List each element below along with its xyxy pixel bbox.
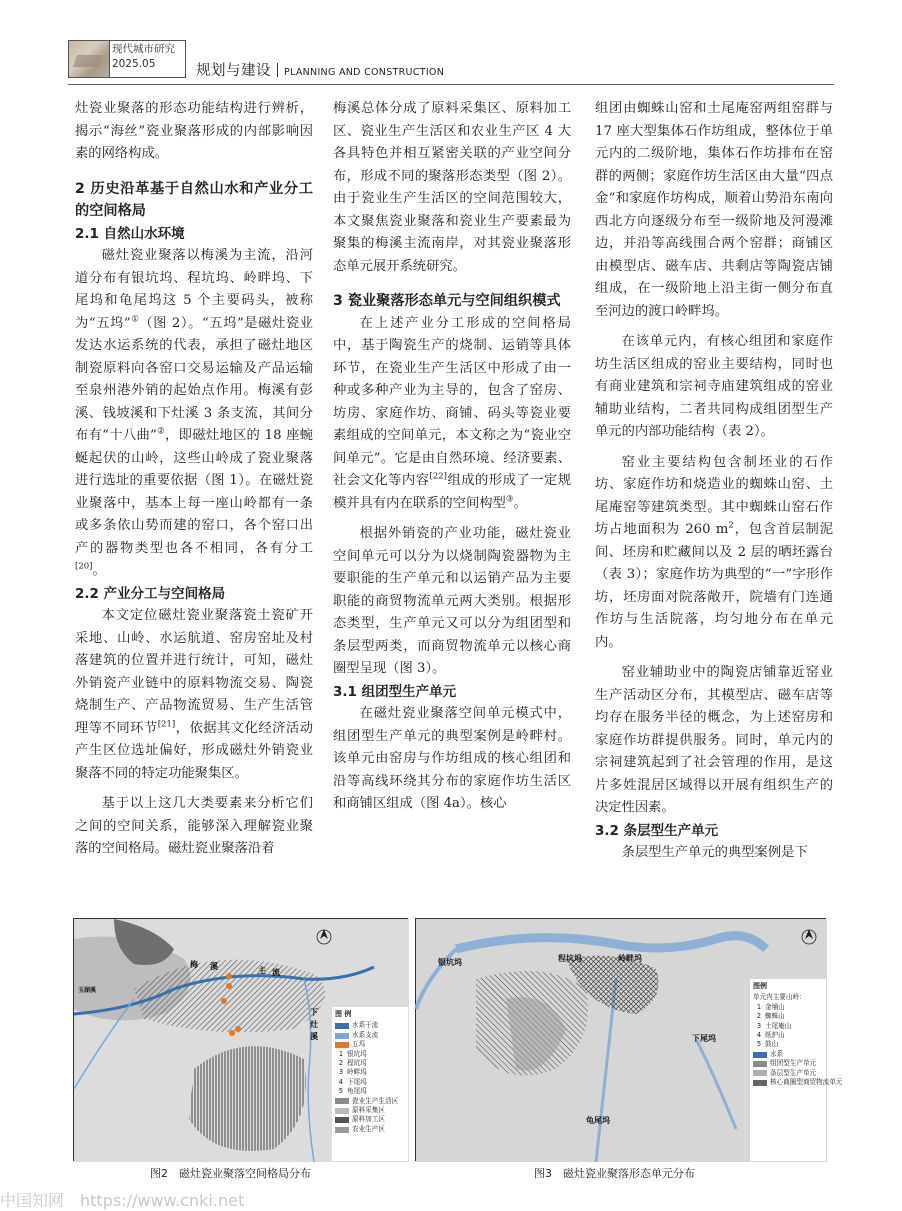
legend-number: 5: [338, 1087, 344, 1096]
legend-title: 图例: [753, 982, 767, 990]
legend-swatch-icon: [753, 1080, 767, 1086]
heading-3-1: 3.1 组团型生产单元: [333, 683, 457, 700]
legend-swatch-icon: [335, 1098, 349, 1104]
legend-item: [335, 1021, 405, 1030]
text-run: 本文定位磁灶瓷业聚落瓷土瓷矿开采地、山岭、水运航道、窑房窑址及村落建筑的位置并进行统计，可知，磁灶外销瓷产业链中的原料物流交易、陶瓷烧制生产、产品物流贸易、生产生活管理等不同环节: [75, 608, 313, 736]
legend-swatch-icon: [335, 1127, 349, 1133]
legend-number: 5: [756, 1040, 762, 1049]
figure-2-caption: 图2 磁灶瓷业聚落空间格局分布: [150, 1167, 311, 1180]
citation-ref: [22]: [429, 471, 447, 482]
legend-item: [753, 1059, 823, 1068]
place-label: 龟尾坞: [586, 1116, 610, 1125]
legend-item: [753, 1069, 823, 1078]
dock-marker: [221, 998, 227, 1004]
place-label: 银坑坞: [438, 958, 462, 967]
text-run: ，包含首层制泥间、坯房和贮藏间以及 2 层的晒坯露台（表 3）；家庭作坊为典型的“一”字形作坊，坯房面对院落敞开，院墙有门连通作坊与生活院落，均匀地分布在单元内。: [595, 522, 834, 650]
paragraph: [595, 452, 833, 655]
map-label: 下: [310, 1008, 318, 1017]
legend-label: 组团型生产单元: [770, 1059, 817, 1068]
legend-item: [335, 1078, 405, 1087]
map-label: 灶: [310, 1020, 318, 1029]
legend-item: [335, 1125, 405, 1134]
legend-label: 水系支流: [352, 1030, 379, 1039]
map-label: 溪: [310, 1032, 318, 1041]
legend-label: 农业生产区: [352, 1124, 385, 1133]
legend-item: [753, 1012, 823, 1021]
section-title: [196, 59, 444, 80]
place-label: 程坑坞: [558, 954, 582, 963]
legend-item: [753, 1031, 823, 1040]
journal-badge: [68, 40, 186, 78]
legend-item: [753, 1022, 823, 1031]
paragraph: 梅溪总体分成了原料采集区、原料加工区、瓷业生产生活区和农业生产区 4 大各具特色并相互紧密关联的产业空间分布，形成不同的聚落形态类型（图 2）。由于瓷业生产生活区的空间范围较大，本文聚焦瓷业聚落和瓷业生产要素最为聚集的梅溪主流南岸，对其瓷业聚落形态单元展开系统研究。: [333, 101, 571, 274]
text-run: 磁灶瓷业聚落以梅溪为主流，沿河道分布有银坑坞、程坑坞、岭畔坞、下尾坞和龟尾坞这 5 个主要码头，被称为“五坞”: [75, 248, 313, 331]
legend-number: 3: [338, 1068, 344, 1077]
legend-label: 岭畔坞: [347, 1068, 367, 1077]
legend-label: 程坑坞: [347, 1059, 367, 1068]
map-label: 流: [272, 968, 280, 977]
legend-subtitle: 单元内主要山岭：: [753, 993, 806, 1002]
map-label: 溪: [210, 962, 218, 971]
text-column-3: [595, 98, 833, 865]
section-title-cn: 规划与建设: [196, 63, 271, 79]
legend-label: 鼓山: [765, 1040, 779, 1049]
figure-3-map: [415, 918, 843, 1161]
figure-3-caption: 图3 磁灶瓷业聚落形态单元分布: [534, 1167, 695, 1180]
text-run: （图 2）。“五坞”是磁灶瓷业发达水运系统的代表，承担了磁灶地区制瓷原料向各窑口交易运输及产品运输至泉州港外销的起始点作用。梅溪有彭溪、钱坡溪和下灶溪 3 条支流，其间分布有“十八曲”: [75, 315, 313, 443]
heading-2-1: 2.1 自然山水环境: [75, 225, 185, 242]
dock-marker: [235, 1026, 241, 1032]
map-label: 梅: [190, 960, 198, 969]
figure-3-legend: [750, 979, 843, 1161]
legend-swatch-icon: [335, 1033, 349, 1039]
legend-number: 2: [756, 1012, 762, 1021]
journal-name: 现代城市研究: [112, 43, 175, 55]
section-title-en: PLANNING AND CONSTRUCTION: [284, 67, 445, 78]
legend-number: 1: [338, 1049, 344, 1058]
legend-label: 土尾庵山: [765, 1021, 792, 1030]
paragraph: 基于以上这几大类要素来分析它们之间的空间关系，能够深入理解瓷业聚落的空间格局。磁灶瓷业聚落沿着: [75, 796, 313, 856]
heading-2: 2 历史沿革基于自然山水和产业分工的空间格局: [75, 180, 313, 219]
text-run: 。: [92, 563, 106, 578]
paragraph: [75, 605, 313, 785]
section-divider: [277, 63, 278, 77]
paragraph: 在磁灶瓷业聚落空间单元模式中，组团型生产单元的典型案例是岭畔村。该单元由窑房与作坊组成的核心组团和沿等高线环绕其分布的家庭作坊生活区和商铺区组成（图 4a）。核心: [333, 706, 571, 811]
paragraph: [75, 245, 313, 583]
legend-label: 下尾坞: [347, 1077, 367, 1086]
citation-ref: [20]: [75, 561, 93, 572]
dock-marker: [226, 983, 232, 989]
legend-items: [335, 1021, 405, 1134]
legend-label: 蜘蛛山: [765, 1012, 785, 1021]
text-run: 窑业主要结构包含制坯业的石作坊、家庭作坊和烧造业的蜘蛛山窑、土尾庵窑等建筑类型。其中蜘蛛山窑石作坊占地面积为 260 m: [595, 454, 833, 537]
heading-3-2: 3.2 条层型生产单元: [595, 822, 719, 839]
legend-number: 4: [338, 1077, 344, 1086]
text-run: 在上述产业分工形成的空间格局中，基于陶瓷生产的烧制、运销等具体环节，在瓷业生产生活区中形成了由一种或多种产业为主导的，包含了窑房、坊房、家庭作坊、商铺、码头等瓷业要素组成的空间单元，本文称之为“瓷业空间单元”。它是由自然环境、经济要素、社会文化等内容: [333, 315, 571, 488]
legend-item: [335, 1087, 405, 1096]
heading-3: 3 瓷业聚落形态单元与空间组织模式: [333, 293, 561, 309]
citation-ref: [21]: [157, 719, 176, 730]
legend-item: [335, 1068, 405, 1077]
map-label: 主: [258, 966, 266, 975]
legend-number: 2: [338, 1059, 344, 1068]
journal-cover-thumbnail: [68, 40, 110, 78]
legend-item: [753, 1040, 823, 1049]
legend-label: 五坞: [352, 1040, 366, 1049]
legend-label: 瓷业生产生活区: [352, 1096, 399, 1105]
legend-number: 4: [756, 1031, 762, 1040]
legend-item: [753, 1050, 823, 1059]
paragraph: 在该单元内，有核心组团和家庭作坊生活区组成的窑业主要结构，同时也有商业建筑和宗祠寺庙建筑组成的窑业辅助业结构，二者共同构成组团型生产单元的内部功能结构（表 2）。: [595, 334, 833, 439]
footnote-mark: ③: [505, 494, 514, 505]
paragraph: 灶瓷业聚落的形态功能结构进行辨析，揭示“海丝”瓷业聚落形成的内部影响因素的网络构成。: [75, 101, 313, 161]
dock-marker: [226, 973, 232, 979]
legend-label: 原料采集区: [352, 1106, 385, 1115]
legend-label: 龟尾坞: [347, 1087, 367, 1096]
legend-label: 水系干流: [352, 1021, 379, 1030]
heading-2-2: 2.2 产业分工与空间格局: [75, 585, 226, 602]
text-run: 。: [513, 495, 527, 511]
text-run: 组成的形成了一定规模并具有内在联系的空间构型: [333, 473, 572, 511]
place-label: 岭畔坞: [618, 954, 642, 963]
legend-label: 核心商圈型商贸物流单元: [770, 1078, 843, 1087]
legend-number: 3: [756, 1021, 762, 1030]
legend-swatch-icon: [753, 1052, 767, 1058]
legend-swatch-icon: [753, 1070, 767, 1076]
legend-mountain-list: [753, 1003, 823, 1050]
paragraph: 窑业辅助业中的陶瓷店铺靠近窑业生产活动区分布，其模型店、磁车店等均存在服务半径的概念，为上述窑房和家庭作坊群提供服务。同时，单元内的宗祠建筑起到了社会管理的作用，是这片多姓混居区域得以开展有组织生产的决定性因素。: [595, 665, 833, 815]
legend-label: 纸炉山: [765, 1031, 785, 1040]
legend-swatch-icon: [335, 1108, 349, 1114]
header-rule: [68, 84, 834, 85]
figure-2-legend: [332, 1007, 408, 1161]
paragraph: 组团由蜘蛛山窑和土尾庵窑两组窑群与 17 座大型集体石作坊组成，整体位于单元内的二级阶地，集体石作坊排布在窑群的两侧；家庭作坊生活区由大量“四点金”和家庭作坊构成，顺着山势沿东南向西北方向逐级分布至一级阶地及河漫滩边，并沿等高线围合两个窑群；商铺区由模型店、磁车店、共剩店等陶瓷店铺组成，在一级阶地上沿主街一侧分布直至河边的渡口岭畔坞。: [595, 101, 833, 319]
paragraph: 条层型生产单元的典型案例是下: [621, 845, 808, 860]
legend-item: [753, 1078, 843, 1087]
text-run: ，依据其文化经济活动产生区位选址偏好，形成磁灶外销瓷业聚落不同的特定功能聚集区。: [75, 720, 314, 781]
journal-info: [112, 42, 175, 72]
legend-item: [335, 1050, 405, 1059]
figure-2-map: [73, 918, 408, 1161]
legend-item: [753, 1003, 823, 1012]
watermark: 中国知网 https://www.cnki.net: [0, 1191, 245, 1210]
paragraph: 根据外销瓷的产业功能，磁灶瓷业空间单元可以分为以烧制陶瓷器物为主要职能的生产单元和以运销产品为主要职能的商贸物流单元两大类别。根据形态类型，生产单元又可以分为组团型和条层型两类，而商贸物流单元以核心商圈型呈现（图 3）。: [333, 526, 571, 676]
text-run: ，即磁灶地区的 18 座蜿蜒起伏的山岭，这些山岭成了瓷业聚落进行选址的重要依据（图 1）。在磁灶瓷业聚落中，基本上每一座山岭都有一条或多条依山势而建的窑口，各个窑口出产的器物类型也各不相同，各有分工: [75, 428, 313, 556]
place-label: 下尾坞: [692, 1034, 716, 1043]
text-column-1: [75, 98, 313, 861]
footnote-mark: ①: [130, 314, 140, 325]
legend-label: 条层型生产单元: [770, 1068, 817, 1077]
footnote-mark: ②: [156, 426, 166, 437]
legend-swatch-icon: [335, 1042, 349, 1048]
legend-item: [335, 1059, 405, 1068]
map-label: 玉湖溪: [78, 987, 97, 994]
legend-item: [335, 1097, 405, 1106]
legend-label: 银坑坞: [347, 1049, 367, 1058]
legend-item: [335, 1031, 405, 1040]
legend-label: 金埔山: [765, 1002, 785, 1011]
legend-item: [335, 1040, 405, 1049]
legend-item: [335, 1115, 405, 1124]
legend-number: 1: [756, 1002, 762, 1011]
paragraph: [333, 313, 571, 516]
legend-swatch-icon: [753, 1061, 767, 1067]
legend-label: 原料加工区: [352, 1115, 385, 1124]
legend-swatch-icon: [335, 1023, 349, 1029]
journal-issue: 2025.05: [112, 58, 156, 70]
legend-swatch-icon: [335, 1117, 349, 1123]
text-column-2: [333, 98, 571, 816]
legend-title: 图 例: [335, 1010, 352, 1018]
legend-items: [753, 1049, 843, 1088]
legend-label: 水系: [770, 1049, 784, 1058]
dock-marker: [229, 1030, 235, 1036]
superscript: 2: [728, 520, 734, 531]
